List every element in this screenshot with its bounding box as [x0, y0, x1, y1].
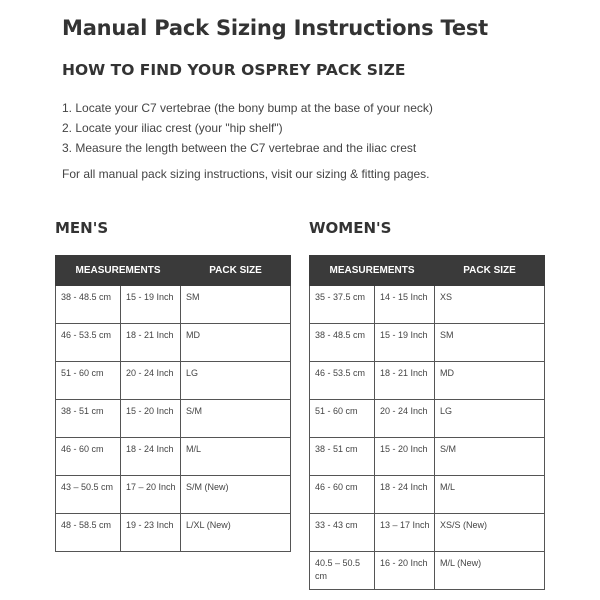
measurement-inch-cell: 18 - 21 Inch	[121, 324, 181, 362]
pack-size-cell: M/L (New)	[435, 552, 545, 590]
pack-size-header: PACK SIZE	[435, 256, 545, 286]
pack-size-cell: S/M	[435, 438, 545, 476]
measurement-cm-cell: 38 - 48.5 cm	[310, 324, 375, 362]
pack-size-cell: M/L	[181, 438, 291, 476]
table-row	[310, 362, 545, 400]
pack-size-cell: SM	[435, 324, 545, 362]
pack-size-cell: MD	[181, 324, 291, 362]
measurement-inch-cell: 18 - 24 Inch	[375, 476, 435, 514]
pack-size-cell: LG	[181, 362, 291, 400]
sizing-note: For all manual pack sizing instructions, visit our sizing & fitting pages.	[62, 167, 430, 181]
womens-section-title: WOMEN'S	[309, 219, 392, 237]
measurement-cm-cell: 46 - 53.5 cm	[310, 362, 375, 400]
womens-size-table	[309, 255, 545, 590]
step-item: 1. Locate your C7 vertebrae (the bony bump at the base of your neck)	[62, 101, 433, 115]
pack-size-cell: XS/S (New)	[435, 514, 545, 552]
step-item: 2. Locate your iliac crest (your "hip shelf")	[62, 121, 283, 135]
measurement-inch-cell: 16 - 20 Inch	[375, 552, 435, 590]
measurement-cm-cell: 38 - 51 cm	[310, 438, 375, 476]
mens-table-body	[56, 286, 291, 552]
measurement-cm-cell: 48 - 58.5 cm	[56, 514, 121, 552]
measurement-inch-cell: 20 - 24 Inch	[121, 362, 181, 400]
table-row	[310, 514, 545, 552]
pack-size-cell: LG	[435, 400, 545, 438]
table-row	[310, 438, 545, 476]
measurement-cm-cell: 51 - 60 cm	[310, 400, 375, 438]
measurement-cm-cell: 35 - 37.5 cm	[310, 286, 375, 324]
table-row	[310, 324, 545, 362]
measurement-inch-cell: 20 - 24 Inch	[375, 400, 435, 438]
pack-size-cell: S/M	[181, 400, 291, 438]
table-row	[56, 286, 291, 324]
table-row	[310, 286, 545, 324]
measurement-inch-cell: 18 - 21 Inch	[375, 362, 435, 400]
measurement-cm-cell: 46 - 60 cm	[310, 476, 375, 514]
step-item: 3. Measure the length between the C7 vertebrae and the iliac crest	[62, 141, 417, 155]
table-row	[56, 476, 291, 514]
pack-size-cell: XS	[435, 286, 545, 324]
pack-size-cell: S/M (New)	[181, 476, 291, 514]
table-row	[56, 362, 291, 400]
measurement-inch-cell: 15 - 20 Inch	[375, 438, 435, 476]
page-subtitle: HOW TO FIND YOUR OSPREY PACK SIZE	[62, 61, 406, 79]
measurement-inch-cell: 15 - 19 Inch	[375, 324, 435, 362]
measurement-inch-cell: 13 – 17 Inch	[375, 514, 435, 552]
table-row	[56, 324, 291, 362]
table-row	[56, 438, 291, 476]
measurement-inch-cell: 15 - 20 Inch	[121, 400, 181, 438]
mens-section-title: MEN'S	[55, 219, 109, 237]
table-row	[310, 476, 545, 514]
measurements-header: MEASUREMENTS	[310, 256, 435, 286]
measurement-inch-cell: 18 - 24 Inch	[121, 438, 181, 476]
measurement-cm-cell: 51 - 60 cm	[56, 362, 121, 400]
measurement-cm-cell: 40.5 – 50.5 cm	[310, 552, 375, 590]
measurement-cm-cell: 38 - 48.5 cm	[56, 286, 121, 324]
measurement-cm-cell: 43 – 50.5 cm	[56, 476, 121, 514]
table-row	[56, 514, 291, 552]
table-row	[310, 400, 545, 438]
measurement-cm-cell: 46 - 60 cm	[56, 438, 121, 476]
measurement-cm-cell: 38 - 51 cm	[56, 400, 121, 438]
pack-size-cell: L/XL (New)	[181, 514, 291, 552]
pack-size-cell: MD	[435, 362, 545, 400]
table-row	[310, 552, 545, 590]
measurements-header: MEASUREMENTS	[56, 256, 181, 286]
pack-size-header: PACK SIZE	[181, 256, 291, 286]
steps-list	[62, 98, 433, 158]
measurement-inch-cell: 17 – 20 Inch	[121, 476, 181, 514]
measurement-inch-cell: 15 - 19 Inch	[121, 286, 181, 324]
measurement-cm-cell: 46 - 53.5 cm	[56, 324, 121, 362]
pack-size-cell: M/L	[435, 476, 545, 514]
page-title: Manual Pack Sizing Instructions Test	[62, 16, 489, 40]
womens-table-body	[310, 286, 545, 590]
measurement-cm-cell: 33 - 43 cm	[310, 514, 375, 552]
mens-size-table	[55, 255, 291, 552]
table-row	[56, 400, 291, 438]
measurement-inch-cell: 19 - 23 Inch	[121, 514, 181, 552]
pack-size-cell: SM	[181, 286, 291, 324]
measurement-inch-cell: 14 - 15 Inch	[375, 286, 435, 324]
